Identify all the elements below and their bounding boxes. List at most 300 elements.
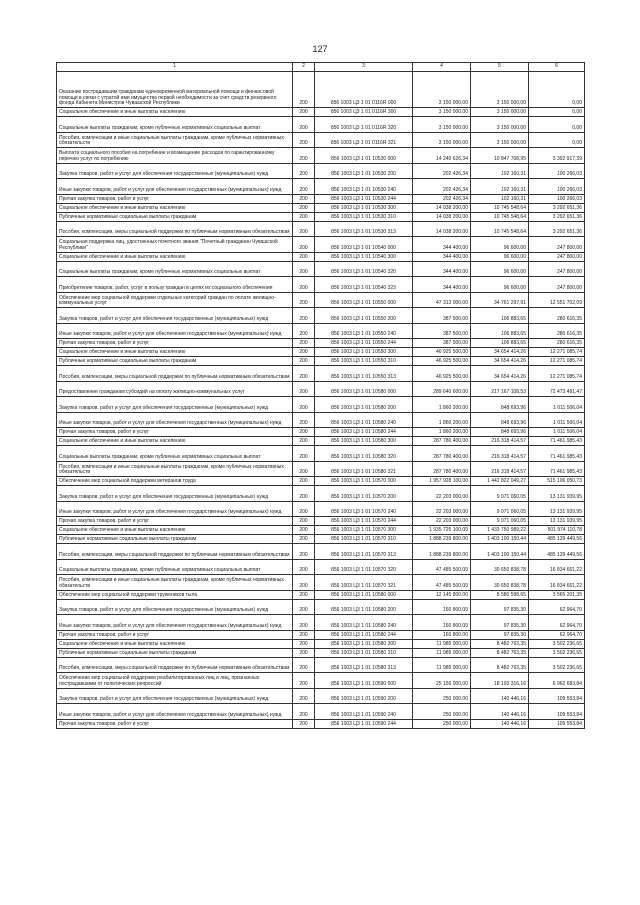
row-approved-cell: 47 485 500,00 xyxy=(413,575,471,591)
row-classifier-cell: 856 1003 Ц3 1 01 10540 300 xyxy=(315,252,413,261)
row-code-cell: 200 xyxy=(293,412,315,428)
row-code-cell: 200 xyxy=(293,673,315,689)
row-code-cell: 200 xyxy=(293,308,315,324)
table-row xyxy=(57,212,585,221)
row-executed-cell: 1 442 822 049,27 xyxy=(471,477,529,486)
row-approved-cell: 387 500,00 xyxy=(413,308,471,324)
row-executed-cell: 97 835,30 xyxy=(471,615,529,631)
row-code-cell: 200 xyxy=(293,72,315,108)
row-approved-cell: 1 860 200,00 xyxy=(413,397,471,413)
table-row xyxy=(57,428,585,437)
row-name-cell: Публичные нормативные социальные выплаты гражданам xyxy=(57,212,293,221)
row-remaining-cell: 0,00 xyxy=(529,117,585,133)
row-classifier-cell: 856 1003 Ц3 1 01 10530 244 xyxy=(315,194,413,203)
table-row xyxy=(57,132,585,148)
row-name-cell: Социальные выплаты гражданам, кроме публичных нормативных социальных выплат xyxy=(57,559,293,575)
row-remaining-cell: 16 834 661,22 xyxy=(529,575,585,591)
row-code-cell: 200 xyxy=(293,657,315,673)
row-remaining-cell: 247 800,00 xyxy=(529,252,585,261)
row-code-cell: 200 xyxy=(293,719,315,728)
table-row xyxy=(57,72,585,108)
row-classifier-cell: 856 1003 Ц3 1 01 10580 320 xyxy=(315,446,413,462)
row-code-cell: 200 xyxy=(293,163,315,179)
row-executed-cell: 8 482 763,35 xyxy=(471,639,529,648)
row-remaining-cell: 71 461 985,43 xyxy=(529,437,585,446)
row-remaining-cell: 1 011 506,04 xyxy=(529,412,585,428)
row-executed-cell: 102 160,31 xyxy=(471,179,529,195)
row-approved-cell: 3 150 000,00 xyxy=(413,108,471,117)
row-name-cell: Прочая закупка товаров, работ и услуг xyxy=(57,194,293,203)
row-classifier-cell: 856 1003 Ц3 1 01 10580 300 xyxy=(315,437,413,446)
row-classifier-cell: 856 1003 Ц3 1 01 10550 310 xyxy=(315,357,413,366)
row-code-cell: 200 xyxy=(293,428,315,437)
row-approved-cell: 344 400,00 xyxy=(413,261,471,277)
row-code-cell: 200 xyxy=(293,221,315,237)
row-remaining-cell: 100 266,03 xyxy=(529,194,585,203)
row-classifier-cell: 856 1003 Ц3 1 01 10550 244 xyxy=(315,339,413,348)
row-code-cell: 200 xyxy=(293,194,315,203)
row-remaining-cell: 247 800,00 xyxy=(529,261,585,277)
row-name-cell: Социальные выплаты гражданам, кроме публичных нормативных социальных выплат xyxy=(57,261,293,277)
row-approved-cell: 202 426,34 xyxy=(413,163,471,179)
table-row xyxy=(57,252,585,261)
row-executed-cell: 18 193 316,16 xyxy=(471,673,529,689)
row-executed-cell: 8 482 763,35 xyxy=(471,648,529,657)
row-name-cell: Закупка товаров, работ и услуг для обеспечения государственных (муниципальных) нужд xyxy=(57,599,293,615)
row-code-cell: 200 xyxy=(293,117,315,133)
row-approved-cell: 11 985 000,00 xyxy=(413,657,471,673)
row-name-cell: Иные закупки товаров, работ и услуг для обеспечения государственных (муниципальных) нужд xyxy=(57,412,293,428)
row-classifier-cell: 856 1003 Ц3 1 01 10530 000 xyxy=(315,148,413,164)
row-remaining-cell: 0,00 xyxy=(529,132,585,148)
row-remaining-cell: 109 553,84 xyxy=(529,688,585,704)
row-executed-cell: 10 745 548,64 xyxy=(471,212,529,221)
table-row xyxy=(57,357,585,366)
table-row xyxy=(57,673,585,689)
row-executed-cell: 106 883,65 xyxy=(471,308,529,324)
row-classifier-cell: 856 1003 Ц3 1 01 10580 000 xyxy=(315,381,413,397)
row-approved-cell: 47 313 000,00 xyxy=(413,292,471,308)
row-code-cell: 200 xyxy=(293,517,315,526)
table-row xyxy=(57,292,585,308)
row-name-cell: Закупка товаров, работ и услуг для обеспечения государственных (муниципальных) нужд xyxy=(57,397,293,413)
table-row xyxy=(57,688,585,704)
row-approved-cell: 1 888 239 800,00 xyxy=(413,544,471,560)
row-classifier-cell: 856 1003 Ц3 1 01 10540 320 xyxy=(315,261,413,277)
table-row xyxy=(57,163,585,179)
row-classifier-cell: 856 1003 Ц3 1 01 10550 313 xyxy=(315,366,413,382)
header-row xyxy=(57,63,585,72)
table-row xyxy=(57,148,585,164)
row-code-cell: 200 xyxy=(293,339,315,348)
row-code-cell: 200 xyxy=(293,179,315,195)
row-code-cell: 200 xyxy=(293,477,315,486)
row-classifier-cell: 856 1003 Ц3 1 01 10550 200 xyxy=(315,308,413,324)
table-row xyxy=(57,446,585,462)
row-approved-cell: 22 203 000,00 xyxy=(413,486,471,502)
row-approved-cell: 250 000,00 xyxy=(413,719,471,728)
row-name-cell: Пособия, компенсации и иные социальные выплаты гражданам, кроме публичных нормативных обязательств xyxy=(57,461,293,477)
table-row xyxy=(57,261,585,277)
header-cell: 6 xyxy=(529,63,585,72)
row-code-cell: 200 xyxy=(293,148,315,164)
table-row xyxy=(57,615,585,631)
row-classifier-cell: 856 1003 Ц3 1 01 10580 321 xyxy=(315,461,413,477)
row-classifier-cell: 856 1003 Ц3 1 01 10570 300 xyxy=(315,526,413,535)
row-name-cell: Обеспечение мер социальной поддержки отдельных категорий граждан по оплате жилищно-коммунальных услуг xyxy=(57,292,293,308)
row-remaining-cell: 485 139 449,56 xyxy=(529,535,585,544)
row-executed-cell: 34 654 414,26 xyxy=(471,366,529,382)
row-classifier-cell: 856 1003 Ц3 1 01 10550 300 xyxy=(315,348,413,357)
row-remaining-cell: 3 565 201,35 xyxy=(529,590,585,599)
table-row xyxy=(57,648,585,657)
row-classifier-cell: 856 1003 Ц3 1 01 10570 240 xyxy=(315,501,413,517)
row-executed-cell: 34 654 414,26 xyxy=(471,348,529,357)
table-row xyxy=(57,517,585,526)
row-classifier-cell: 856 1003 Ц3 1 01 0116R 320 xyxy=(315,117,413,133)
row-remaining-cell: 485 139 449,56 xyxy=(529,544,585,560)
row-code-cell: 200 xyxy=(293,292,315,308)
row-code-cell: 200 xyxy=(293,132,315,148)
table-row xyxy=(57,237,585,253)
row-name-cell: Пособия, компенсации, меры социальной поддержки по публичным нормативным обязательствам xyxy=(57,657,293,673)
row-remaining-cell: 3 392 917,39 xyxy=(529,148,585,164)
row-name-cell: Социальное обеспечение и иные выплаты населению xyxy=(57,639,293,648)
row-name-cell: Прочая закупка товаров, работ и услуг xyxy=(57,428,293,437)
row-executed-cell: 97 835,30 xyxy=(471,599,529,615)
budget-table xyxy=(56,62,585,729)
table-row xyxy=(57,535,585,544)
row-approved-cell: 202 426,34 xyxy=(413,179,471,195)
row-remaining-cell: 71 461 985,43 xyxy=(529,461,585,477)
row-name-cell: Закупка товаров, работ и услуг для обеспечения государственных (муниципальных) нужд xyxy=(57,486,293,502)
row-executed-cell: 96 600,00 xyxy=(471,252,529,261)
table-row xyxy=(57,719,585,728)
row-approved-cell: 1 888 239 800,00 xyxy=(413,535,471,544)
row-remaining-cell: 13 131 939,95 xyxy=(529,501,585,517)
row-approved-cell: 3 150 000,00 xyxy=(413,117,471,133)
row-approved-cell: 47 485 500,00 xyxy=(413,559,471,575)
row-remaining-cell: 501 974 110,78 xyxy=(529,526,585,535)
row-code-cell: 200 xyxy=(293,252,315,261)
table-row xyxy=(57,526,585,535)
row-classifier-cell: 856 1003 Ц3 1 01 10580 240 xyxy=(315,615,413,631)
row-executed-cell: 3 150 000,00 xyxy=(471,132,529,148)
row-approved-cell: 25 156 000,00 xyxy=(413,673,471,689)
table-row xyxy=(57,117,585,133)
row-approved-cell: 287 780 400,00 xyxy=(413,461,471,477)
row-code-cell: 200 xyxy=(293,526,315,535)
row-classifier-cell: 856 1003 Ц3 1 01 10590 000 xyxy=(315,673,413,689)
row-approved-cell: 1 957 928 100,00 xyxy=(413,477,471,486)
row-executed-cell: 9 071 060,05 xyxy=(471,517,529,526)
row-classifier-cell: 856 1003 Ц3 1 01 10570 310 xyxy=(315,535,413,544)
row-remaining-cell: 109 553,84 xyxy=(529,704,585,720)
row-remaining-cell: 3 502 236,65 xyxy=(529,648,585,657)
row-approved-cell: 14 240 626,34 xyxy=(413,148,471,164)
row-name-cell: Иные закупки товаров, работ и услуг для обеспечения государственных (муниципальных) нужд xyxy=(57,323,293,339)
row-classifier-cell: 856 1003 Ц3 1 01 10580 200 xyxy=(315,397,413,413)
row-approved-cell: 160 800,00 xyxy=(413,630,471,639)
row-classifier-cell: 856 1003 Ц3 1 01 10590 200 xyxy=(315,688,413,704)
row-classifier-cell: 856 1003 Ц3 1 01 0116R 000 xyxy=(315,72,413,108)
row-executed-cell: 140 446,16 xyxy=(471,719,529,728)
table-row xyxy=(57,559,585,575)
row-executed-cell: 96 600,00 xyxy=(471,237,529,253)
row-approved-cell: 250 000,00 xyxy=(413,704,471,720)
row-classifier-cell: 856 1003 Ц3 1 01 10580 244 xyxy=(315,428,413,437)
row-remaining-cell: 62 964,70 xyxy=(529,630,585,639)
table-body xyxy=(57,72,585,729)
row-classifier-cell: 856 1003 Ц3 1 01 0116R 300 xyxy=(315,108,413,117)
row-name-cell: Прочая закупка товаров, работ и услуг xyxy=(57,719,293,728)
row-code-cell: 200 xyxy=(293,212,315,221)
row-classifier-cell: 856 1003 Ц3 1 01 0116R 321 xyxy=(315,132,413,148)
table-row xyxy=(57,477,585,486)
row-code-cell: 200 xyxy=(293,366,315,382)
row-approved-cell: 287 780 400,00 xyxy=(413,437,471,446)
row-approved-cell: 1 935 725 100,00 xyxy=(413,526,471,535)
row-code-cell: 200 xyxy=(293,237,315,253)
row-approved-cell: 14 038 200,00 xyxy=(413,221,471,237)
table-row xyxy=(57,657,585,673)
row-code-cell: 200 xyxy=(293,501,315,517)
row-name-cell: Иные закупки товаров, работ и услуг для обеспечения государственных (муниципальных) нужд xyxy=(57,704,293,720)
row-name-cell: Социальное обеспечение и иные выплаты населению xyxy=(57,203,293,212)
row-remaining-cell: 280 616,35 xyxy=(529,339,585,348)
row-remaining-cell: 3 292 651,36 xyxy=(529,203,585,212)
row-name-cell: Оказание пострадавшим гражданам единовременной материальной помощи и финансовой помощи в связи с утратой ими имущества первой необходимости за счет средств резервного фонда Кабинета Министров Чувашской Республики xyxy=(57,72,293,108)
row-approved-cell: 1 860 200,00 xyxy=(413,428,471,437)
table-row xyxy=(57,397,585,413)
header-cell: 5 xyxy=(471,63,529,72)
row-name-cell: Закупка товаров, работ и услуг для обеспечения государственных (муниципальных) нужд xyxy=(57,163,293,179)
table-row xyxy=(57,108,585,117)
row-name-cell: Пособия, компенсации, меры социальной поддержки по публичным нормативным обязательствам xyxy=(57,221,293,237)
row-remaining-cell: 12 271 085,74 xyxy=(529,348,585,357)
row-executed-cell: 1 433 750 989,22 xyxy=(471,526,529,535)
page-number: 127 xyxy=(312,44,328,54)
row-code-cell: 200 xyxy=(293,575,315,591)
row-name-cell: Выплата социального пособия на погребение и возмещение расходов по гарантированному перечню услуг по погребению xyxy=(57,148,293,164)
row-remaining-cell: 0,00 xyxy=(529,72,585,108)
row-code-cell: 200 xyxy=(293,437,315,446)
table-row xyxy=(57,381,585,397)
row-executed-cell: 34 654 414,26 xyxy=(471,357,529,366)
row-executed-cell: 3 150 000,00 xyxy=(471,72,529,108)
row-approved-cell: 12 145 800,00 xyxy=(413,590,471,599)
row-classifier-cell: 856 1003 Ц3 1 01 10580 200 xyxy=(315,599,413,615)
row-code-cell: 200 xyxy=(293,203,315,212)
row-remaining-cell: 100 266,03 xyxy=(529,163,585,179)
row-classifier-cell: 856 1003 Ц3 1 01 10570 313 xyxy=(315,544,413,560)
row-name-cell: Социальное обеспечение и иные выплаты населению xyxy=(57,526,293,535)
row-classifier-cell: 856 1003 Ц3 1 01 10550 240 xyxy=(315,323,413,339)
row-classifier-cell: 856 1003 Ц3 1 01 10540 000 xyxy=(315,237,413,253)
row-approved-cell: 160 800,00 xyxy=(413,615,471,631)
row-code-cell: 200 xyxy=(293,323,315,339)
row-name-cell: Социальные выплаты гражданам, кроме публичных нормативных социальных выплат xyxy=(57,117,293,133)
row-classifier-cell: 856 1003 Ц3 1 01 10580 313 xyxy=(315,657,413,673)
row-remaining-cell: 3 502 236,65 xyxy=(529,639,585,648)
row-executed-cell: 96 600,00 xyxy=(471,277,529,293)
row-executed-cell: 216 318 414,57 xyxy=(471,446,529,462)
row-name-cell: Публичные нормативные социальные выплаты гражданам xyxy=(57,535,293,544)
row-code-cell: 200 xyxy=(293,461,315,477)
row-executed-cell: 848 693,96 xyxy=(471,428,529,437)
row-classifier-cell: 856 1003 Ц3 1 01 10570 200 xyxy=(315,486,413,502)
row-remaining-cell: 109 553,84 xyxy=(529,719,585,728)
row-remaining-cell: 12 271 085,74 xyxy=(529,366,585,382)
row-code-cell: 200 xyxy=(293,688,315,704)
row-name-cell: Иные закупки товаров, работ и услуг для обеспечения государственных (муниципальных) нужд xyxy=(57,615,293,631)
row-name-cell: Иные закупки товаров, работ и услуг для обеспечения государственных (муниципальных) нужд xyxy=(57,501,293,517)
row-name-cell: Социальное обеспечение и иные выплаты населению xyxy=(57,437,293,446)
row-approved-cell: 344 400,00 xyxy=(413,237,471,253)
row-executed-cell: 102 160,31 xyxy=(471,163,529,179)
row-executed-cell: 106 883,65 xyxy=(471,323,529,339)
table-row xyxy=(57,544,585,560)
row-remaining-cell: 6 962 683,84 xyxy=(529,673,585,689)
row-remaining-cell: 3 502 236,65 xyxy=(529,657,585,673)
row-executed-cell: 216 318 414,57 xyxy=(471,461,529,477)
row-classifier-cell: 856 1003 Ц3 1 01 10580 000 xyxy=(315,590,413,599)
row-approved-cell: 289 640 600,00 xyxy=(413,381,471,397)
table-row xyxy=(57,277,585,293)
row-approved-cell: 11 985 000,00 xyxy=(413,639,471,648)
row-classifier-cell: 856 1003 Ц3 1 01 10530 300 xyxy=(315,203,413,212)
row-name-cell: Публичные нормативные социальные выплаты гражданам xyxy=(57,648,293,657)
table-row xyxy=(57,501,585,517)
row-code-cell: 200 xyxy=(293,348,315,357)
row-classifier-cell: 856 1003 Ц3 1 01 10550 000 xyxy=(315,292,413,308)
table-row xyxy=(57,339,585,348)
row-approved-cell: 46 925 500,00 xyxy=(413,357,471,366)
row-executed-cell: 9 071 060,05 xyxy=(471,501,529,517)
row-remaining-cell: 72 473 491,47 xyxy=(529,381,585,397)
table-row xyxy=(57,575,585,591)
row-approved-cell: 11 985 000,00 xyxy=(413,648,471,657)
row-executed-cell: 8 580 598,65 xyxy=(471,590,529,599)
row-executed-cell: 1 403 100 150,44 xyxy=(471,535,529,544)
row-approved-cell: 46 925 500,00 xyxy=(413,348,471,357)
row-remaining-cell: 1 011 506,04 xyxy=(529,397,585,413)
row-executed-cell: 217 167 108,53 xyxy=(471,381,529,397)
row-executed-cell: 96 600,00 xyxy=(471,261,529,277)
row-code-cell: 200 xyxy=(293,590,315,599)
table-row xyxy=(57,599,585,615)
row-code-cell: 200 xyxy=(293,544,315,560)
row-classifier-cell: 856 1003 Ц3 1 01 10540 323 xyxy=(315,277,413,293)
row-classifier-cell: 856 1003 Ц3 1 01 10590 244 xyxy=(315,719,413,728)
header-cell: 2 xyxy=(293,63,315,72)
table-row xyxy=(57,630,585,639)
row-executed-cell: 216 318 414,57 xyxy=(471,437,529,446)
row-classifier-cell: 856 1003 Ц3 1 01 10570 321 xyxy=(315,575,413,591)
row-name-cell: Прочая закупка товаров, работ и услуг xyxy=(57,630,293,639)
row-executed-cell: 3 150 000,00 xyxy=(471,108,529,117)
row-code-cell: 200 xyxy=(293,397,315,413)
table-row xyxy=(57,194,585,203)
row-executed-cell: 848 693,96 xyxy=(471,412,529,428)
row-remaining-cell: 62 964,70 xyxy=(529,599,585,615)
row-approved-cell: 14 038 200,00 xyxy=(413,212,471,221)
table-row xyxy=(57,437,585,446)
row-executed-cell: 848 693,96 xyxy=(471,397,529,413)
row-code-cell: 200 xyxy=(293,704,315,720)
table-row xyxy=(57,366,585,382)
row-approved-cell: 14 038 200,00 xyxy=(413,203,471,212)
row-code-cell: 200 xyxy=(293,381,315,397)
header-cell: 1 xyxy=(57,63,293,72)
row-code-cell: 200 xyxy=(293,615,315,631)
row-name-cell: Публичные нормативные социальные выплаты гражданам xyxy=(57,357,293,366)
row-name-cell: Социальное обеспечение и иные выплаты населению xyxy=(57,252,293,261)
row-code-cell: 200 xyxy=(293,535,315,544)
row-classifier-cell: 856 1003 Ц3 1 01 10570 320 xyxy=(315,559,413,575)
row-code-cell: 200 xyxy=(293,630,315,639)
row-remaining-cell: 247 800,00 xyxy=(529,277,585,293)
table-row xyxy=(57,203,585,212)
row-remaining-cell: 100 266,03 xyxy=(529,179,585,195)
row-code-cell: 200 xyxy=(293,559,315,575)
row-classifier-cell: 856 1003 Ц3 1 01 10530 240 xyxy=(315,179,413,195)
row-name-cell: Закупка товаров, работ и услуг для обеспечения государственных (муниципальных) нужд xyxy=(57,688,293,704)
row-approved-cell: 287 780 400,00 xyxy=(413,446,471,462)
row-approved-cell: 3 150 000,00 xyxy=(413,132,471,148)
row-classifier-cell: 856 1003 Ц3 1 01 10530 200 xyxy=(315,163,413,179)
table-row xyxy=(57,323,585,339)
row-remaining-cell: 13 131 939,95 xyxy=(529,486,585,502)
row-executed-cell: 140 446,16 xyxy=(471,704,529,720)
row-approved-cell: 387 500,00 xyxy=(413,323,471,339)
row-approved-cell: 46 925 500,00 xyxy=(413,366,471,382)
table-row xyxy=(57,590,585,599)
table-row xyxy=(57,348,585,357)
row-code-cell: 200 xyxy=(293,446,315,462)
row-code-cell: 200 xyxy=(293,486,315,502)
table-row xyxy=(57,639,585,648)
row-remaining-cell: 16 834 661,22 xyxy=(529,559,585,575)
row-executed-cell: 97 835,30 xyxy=(471,630,529,639)
row-executed-cell: 102 160,31 xyxy=(471,194,529,203)
row-code-cell: 200 xyxy=(293,108,315,117)
row-name-cell: Прочая закупка товаров, работ и услуг xyxy=(57,517,293,526)
table-row xyxy=(57,704,585,720)
row-approved-cell: 387 500,00 xyxy=(413,339,471,348)
row-executed-cell: 30 650 838,78 xyxy=(471,575,529,591)
row-remaining-cell: 12 271 085,74 xyxy=(529,357,585,366)
row-name-cell: Пособия, компенсации и иные социальные выплаты гражданам, кроме публичных нормативных обязательств xyxy=(57,575,293,591)
row-code-cell: 200 xyxy=(293,277,315,293)
row-name-cell: Социальные выплаты гражданам, кроме публичных нормативных социальных выплат xyxy=(57,446,293,462)
row-classifier-cell: 856 1003 Ц3 1 01 10580 244 xyxy=(315,630,413,639)
row-approved-cell: 1 860 200,00 xyxy=(413,412,471,428)
row-name-cell: Закупка товаров, работ и услуг для обеспечения государственных (муниципальных) нужд xyxy=(57,308,293,324)
row-classifier-cell: 856 1003 Ц3 1 01 10580 300 xyxy=(315,639,413,648)
table-row xyxy=(57,461,585,477)
table-row xyxy=(57,412,585,428)
row-executed-cell: 10 745 548,64 xyxy=(471,221,529,237)
row-name-cell: Обеспечение мер социальной поддержки реабилитированных лиц и лиц, признанных пострадавшими от политических репрессий xyxy=(57,673,293,689)
table-row xyxy=(57,486,585,502)
header-cell: 3 xyxy=(315,63,413,72)
row-executed-cell: 8 482 763,35 xyxy=(471,657,529,673)
row-remaining-cell: 62 964,70 xyxy=(529,615,585,631)
row-executed-cell: 106 883,65 xyxy=(471,339,529,348)
row-name-cell: Социальная поддержка лиц, удостоенных почетного звания "Почетный гражданин Чувашской Республики" xyxy=(57,237,293,253)
row-approved-cell: 22 203 000,00 xyxy=(413,517,471,526)
